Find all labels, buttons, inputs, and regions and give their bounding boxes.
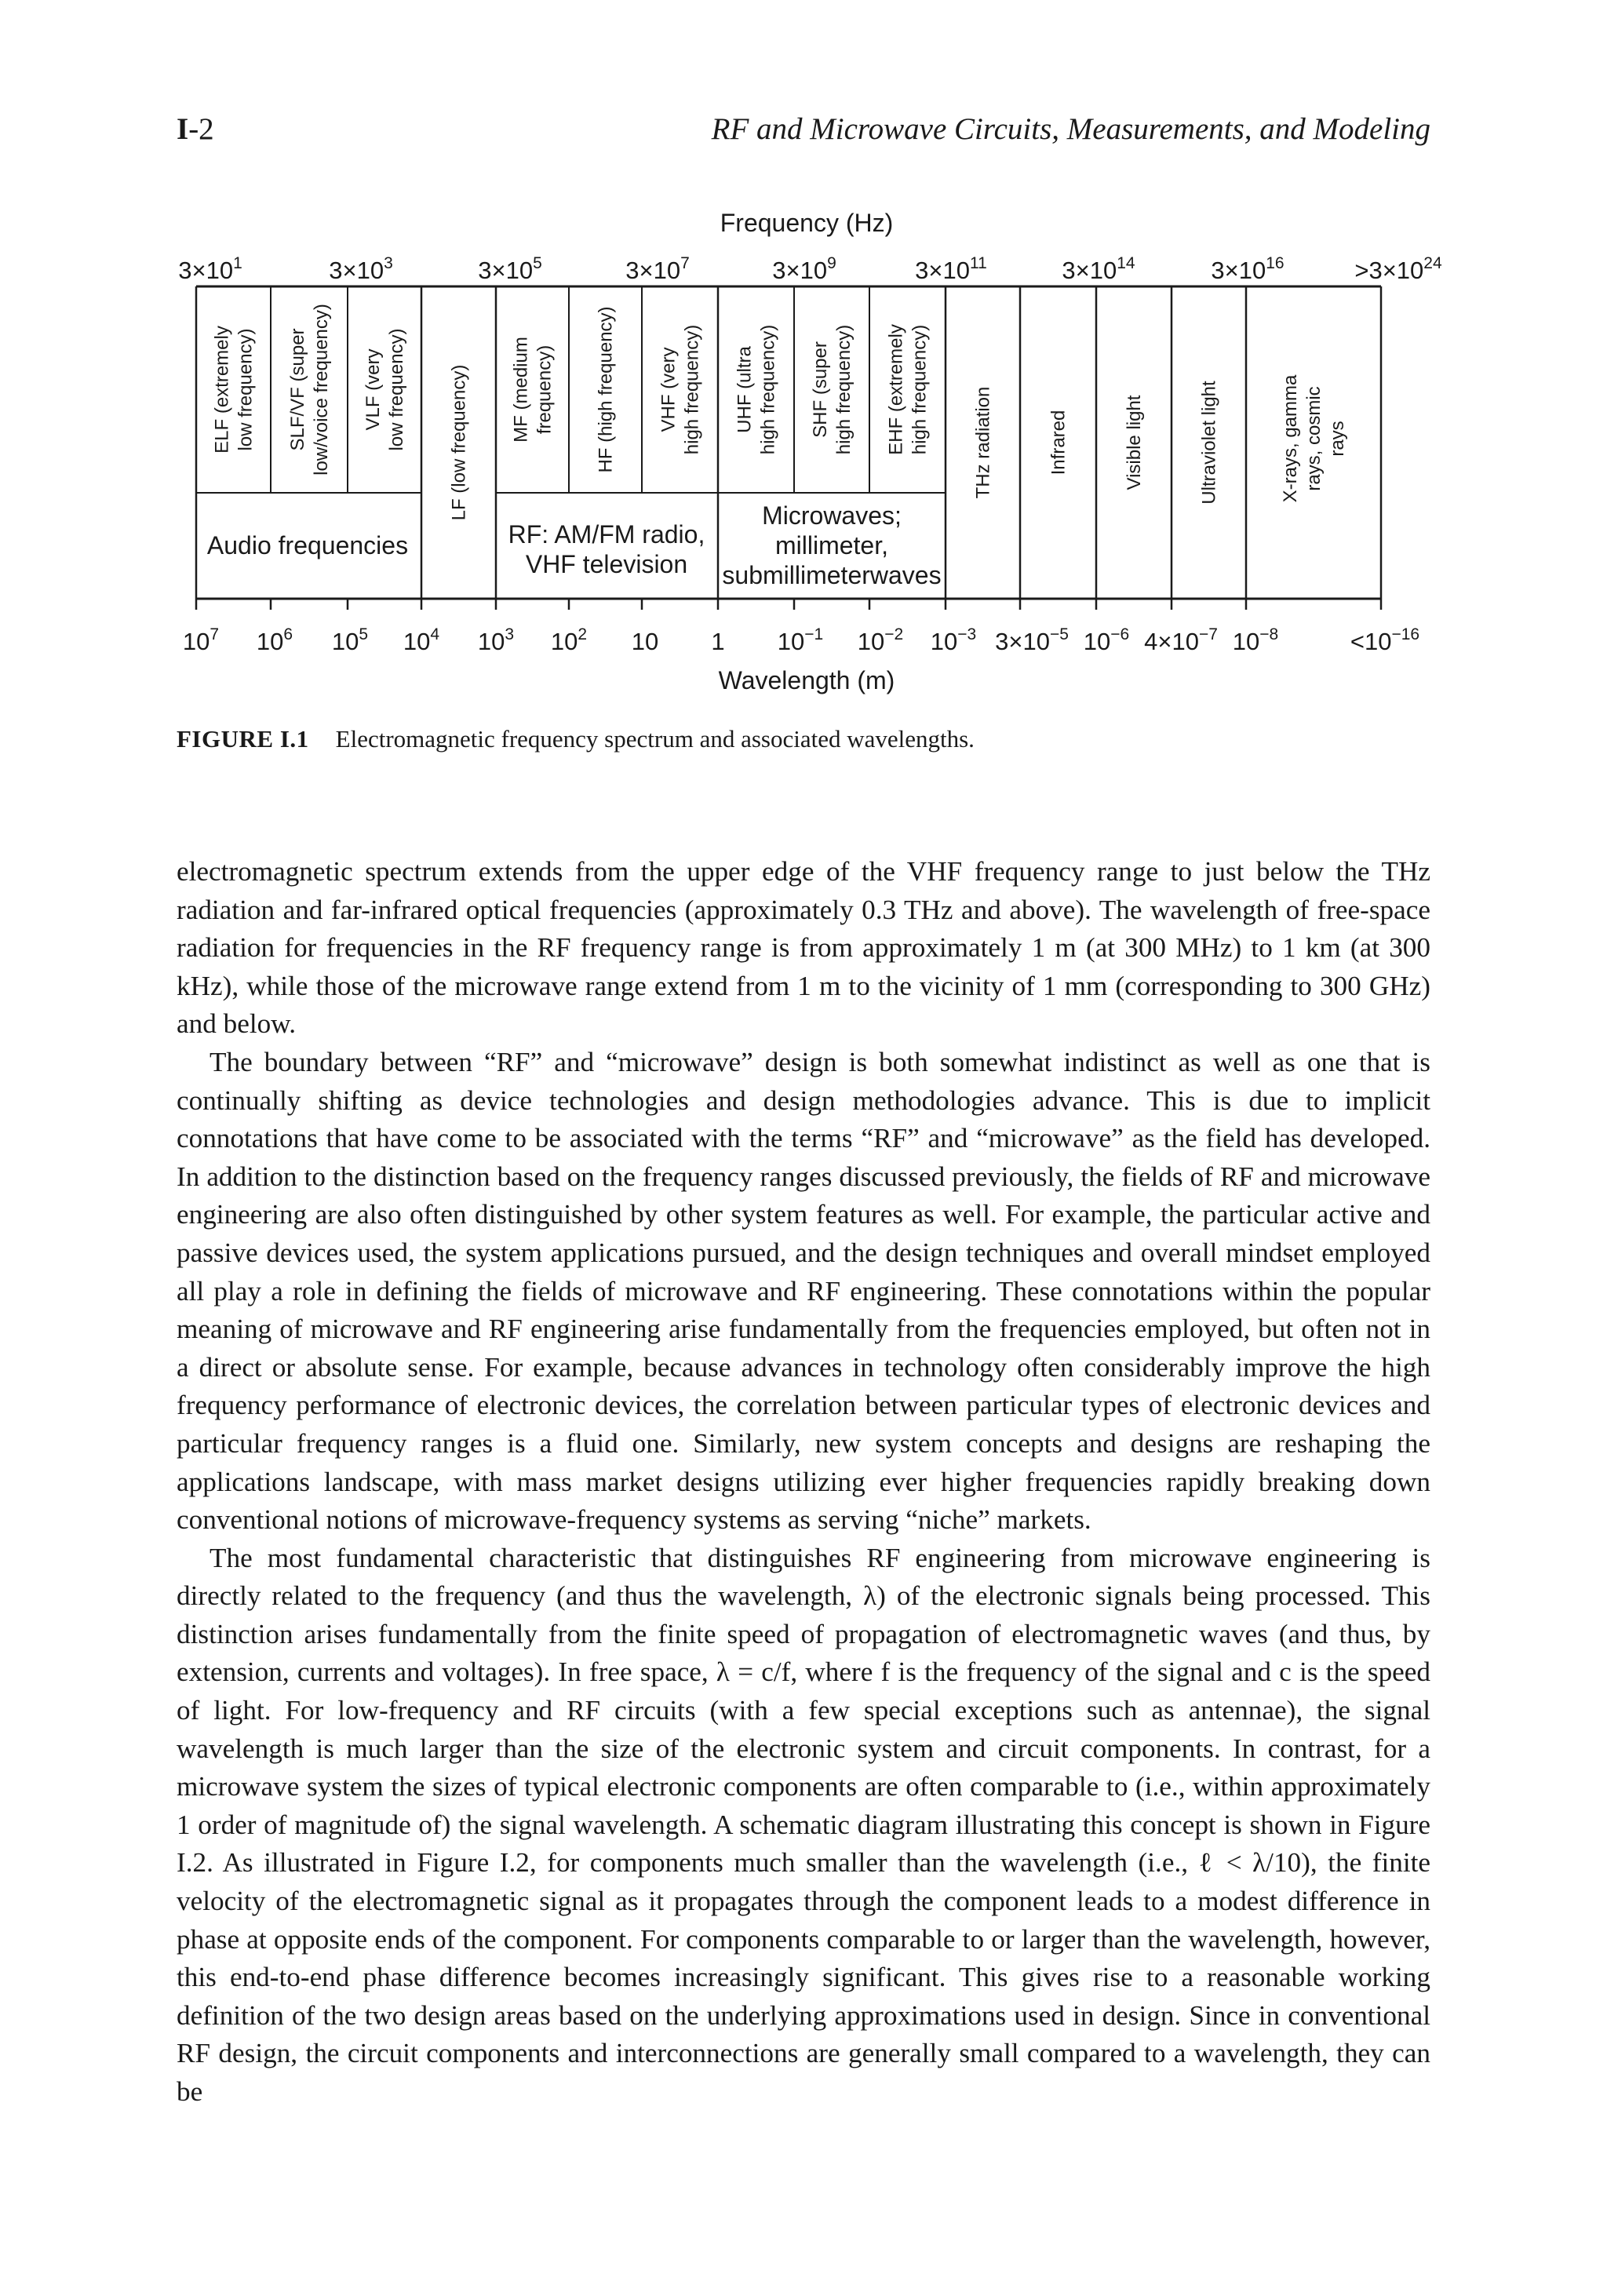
wavelength-tick-label: $10^{-1}$ (777, 625, 824, 655)
microwave-group-label: Microwaves; millimeter, submillimeterwaves (722, 501, 942, 589)
frequency-tick-label: $3\times 10^9$ (772, 254, 836, 284)
band-label: Visible light (1124, 395, 1145, 490)
wavelength-tick-label: $10^7$ (182, 625, 220, 655)
wavelength-tick-label: $3\times 10^{-5}$ (995, 625, 1069, 655)
page-number-suffix: -2 (188, 112, 214, 146)
band-label: VHF (very high frequency) (658, 324, 703, 455)
frequency-axis-title: Frequency (Hz) (720, 209, 894, 237)
wavelength-tick-label: $10^5$ (331, 625, 369, 655)
frequency-tick-label: $3\times 10^{14}$ (1062, 254, 1135, 284)
wavelength-tick-label: $10^{-3}$ (930, 625, 977, 655)
band-label: ELF (extremely low frequency) (211, 326, 257, 454)
figure-caption-text: Electromagnetic frequency spectrum and associated wavelengths. (335, 725, 975, 753)
running-title: RF and Microwave Circuits, Measurements, and Modeling (711, 112, 1430, 146)
band-label: EHF (extremely high frequency) (885, 324, 931, 455)
wavelength-tick-label: $4\times 10^{-7}$ (1144, 625, 1218, 655)
frequency-tick-label: $3\times 10^1$ (178, 254, 242, 284)
wavelength-tick-label: $10^4$ (403, 625, 440, 655)
spectrum-figure (0, 188, 1607, 738)
band-label: MF (medium frequency) (510, 337, 556, 443)
figure-caption (177, 725, 975, 753)
wavelength-tick-label: $<10^{-16}$ (1350, 625, 1420, 655)
band-label: SLF/VF (super low/voice frequency) (287, 304, 332, 476)
band-label: Infrared (1048, 410, 1070, 476)
band-label: Ultraviolet light (1198, 381, 1220, 505)
paragraph: The boundary between “RF” and “microwave” design is both somewhat indistinct as well as one that is continually shifting as device technologies and design methodologies advance. This is due to implicit connotations that have come to be associated with the terms “RF” and “microwave” as the field has developed. In addition to the distinction based on the frequency ranges discussed previously, the fields of RF and microwave engineering are also often distinguished by other system features as well. For example, the particular active and passive devices used, the system applications pursued, and the design techniques and overall mindset employed all play a role in defining the fields of microwave and RF engineering. These connotations within the popular meaning of microwave and RF engineering arise fundamentally from the frequencies employed, but often not in a direct or absolute sense. For example, because advances in technology often considerably improve the high frequency performance of electronic devices, the correlation between particular types of electronic devices and particular frequency ranges is a fluid one. Similarly, new system concepts and designs are reshaping the applications landscape, with mass market designs utilizing ever higher frequencies rapidly breaking down conventional notions of microwave-frequency systems as serving “niche” markets. (177, 1046, 1430, 1536)
frequency-tick-label: $3\times 10^3$ (329, 254, 393, 284)
band-label: VLF (very low frequency) (363, 328, 407, 451)
wavelength-tick-label: 1 (711, 628, 725, 655)
frequency-tick-label: $3\times 10^{11}$ (915, 254, 987, 284)
body-text (177, 853, 1430, 2112)
wavelength-tick-label: $10^6$ (256, 625, 293, 655)
page-number (177, 111, 214, 147)
band-label: UHF (ultra high frequency) (734, 324, 779, 455)
frequency-tick-label: $>3\times 10^{24}$ (1354, 254, 1442, 284)
band-label: SHF (super high frequency) (810, 324, 855, 455)
wavelength-axis-title: Wavelength (m) (718, 666, 895, 694)
rf-group-label: RF: AM/FM radio, VHF television (508, 520, 705, 578)
band-label: LF (low frequency) (448, 364, 470, 521)
paragraph: electromagnetic spectrum extends from the upper edge of the VHF frequency range to just below the THz radiation and far-infrared optical frequencies (approximately 0.3 THz and above). The wavelength of free-space radiation for frequencies in the RF frequency range is from approximately 1 m (at 300 MHz) to 1 km (at 300 kHz), while those of the microwave range extend from 1 m to the vicinity of 1 mm (corresponding to 300 GHz) and below. (177, 856, 1430, 1040)
wavelength-tick-label: $10^{-6}$ (1083, 625, 1130, 655)
paragraph: The most fundamental characteristic that distinguishes RF engineering from microwave engineering is directly related to the frequency (and thus the wavelength, λ) of the electronic signals being processed. This distinction arises fundamentally from the finite speed of propagation of electromagnetic waves (and thus, by extension, currents and voltages). In free space, λ = c/f, where f is the frequency of the signal and c is the speed of light. For low-frequency and RF circuits (with a few special exceptions such as antennae), the signal wavelength is much larger than the size of the electronic system and circuit components. In contrast, for a microwave system the sizes of typical electronic components are often comparable to (i.e., within approximately 1 order of magnitude of) the signal wavelength. A schematic diagram illustrating this concept is shown in Figure I.2. As illustrated in Figure I.2, for components much smaller than the wavelength (i.e., ℓ < λ/10), the finite velocity of the electromagnetic signal as it propagates through the component leads to a modest difference in phase at opposite ends of the component. For components comparable to or larger than the wavelength, however, this end-to-end phase difference becomes increasingly significant. This gives rise to a reasonable working definition of the two design areas based on the underlying approximations used in design. Since in conventional RF design, the circuit components and interconnections are generally small compared to a wavelength, they can be (177, 1542, 1430, 2107)
spectrum-diagram (0, 188, 1607, 738)
wavelength-tick-label: $10^{-8}$ (1232, 625, 1279, 655)
page-header (0, 0, 1607, 157)
frequency-tick-label: $3\times 10^7$ (625, 254, 690, 284)
wavelength-tick-label: $10^3$ (477, 625, 515, 655)
wavelength-tick-label: 10 (631, 628, 659, 655)
band-label: HF (high frequency) (595, 306, 617, 473)
wavelength-tick-label: $10^{-2}$ (857, 625, 904, 655)
wavelength-tick-label: $10^2$ (550, 625, 588, 655)
frequency-tick-label: $3\times 10^{16}$ (1211, 254, 1285, 284)
figure-caption-label: FIGURE I.1 (177, 725, 309, 753)
page-number-prefix: I (177, 112, 189, 146)
band-label: X-rays, gamma rays, cosmic rays (1280, 374, 1348, 503)
frequency-tick-label: $3\times 10^5$ (478, 254, 542, 284)
band-label: THz radiation (972, 386, 994, 499)
audio-group-label: Audio frequencies (206, 531, 409, 559)
